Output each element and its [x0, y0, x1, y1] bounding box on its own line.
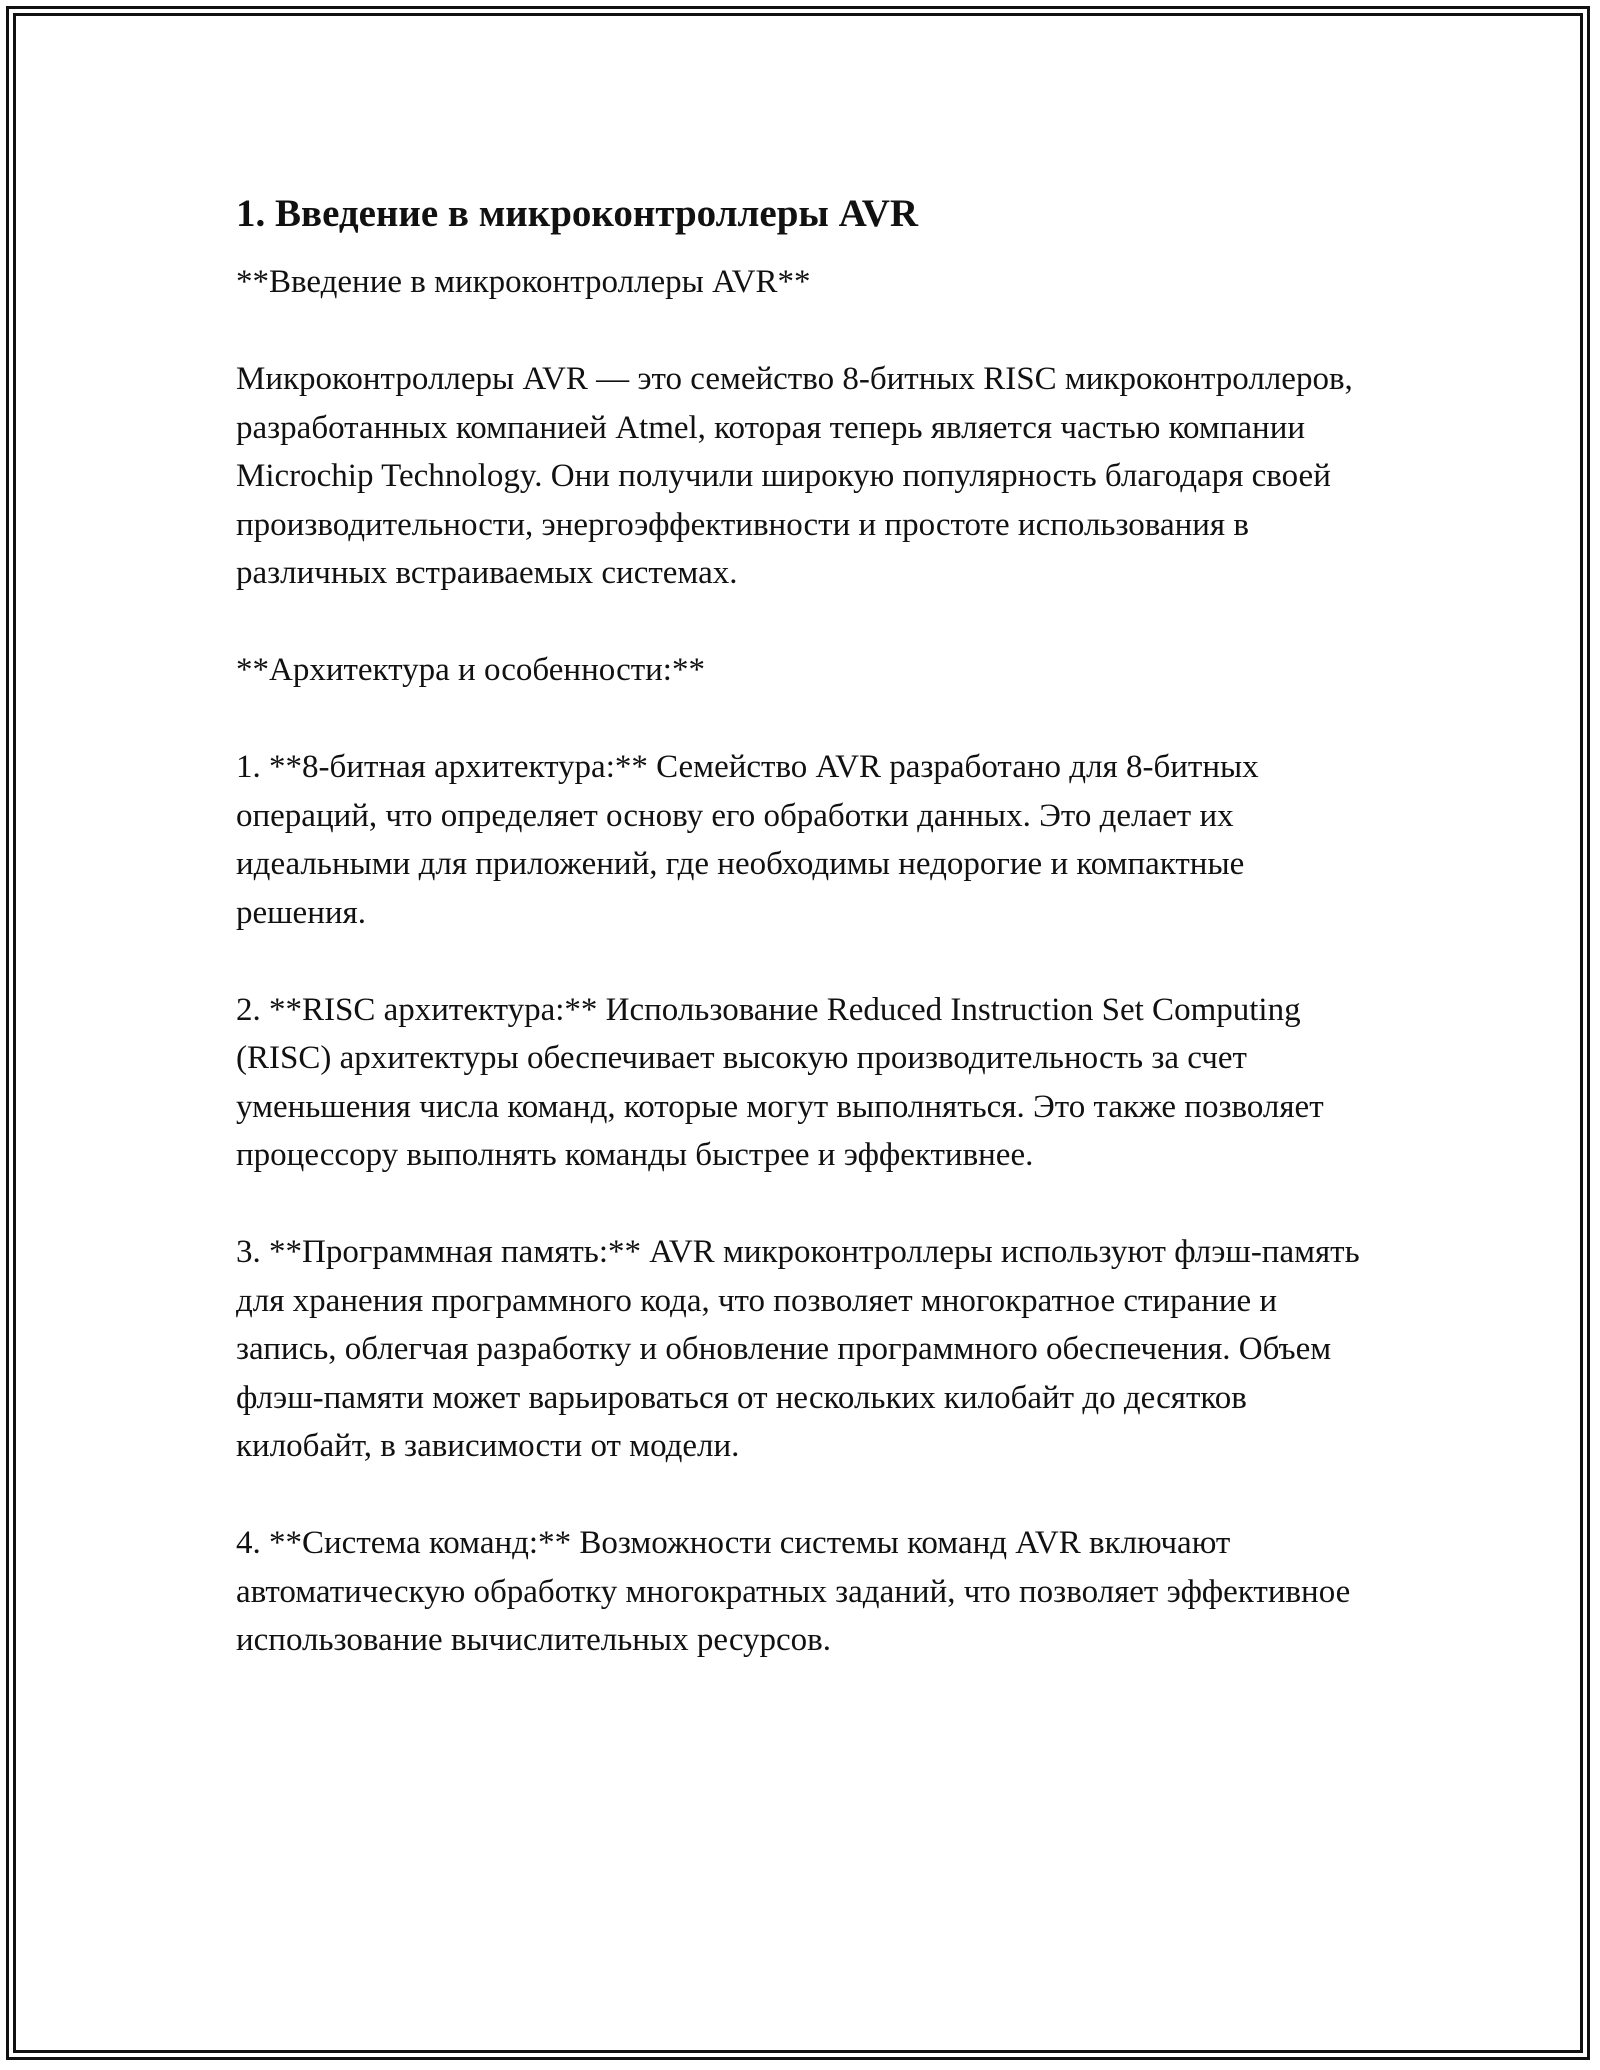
- intro-title-paragraph: **Введение в микроконтроллеры AVR**: [236, 264, 811, 300]
- section-heading: 1. Введение в микроконтроллеры AVR: [236, 192, 919, 235]
- architecture-title-paragraph: **Архитектура и особенности:**: [236, 652, 705, 688]
- list-item-risc: 2. **RISC архитектура:** Использование Reduced Instruction Set Computing (RISC) архитектуры обеспечивает высокую производительность за счет уменьшения числа команд, которые могут выполняться. Это также позволяет процессору выполнять команды быстрее и эффективнее.: [236, 991, 1324, 1173]
- list-item-program-memory: 3. **Программная память:** AVR микроконтроллеры используют флэш-память для хранения программного кода, что позволяет многократное стирание и запись, облегчая разработку и обновление программного обеспечения. Объем флэш-памяти может варьироваться от нескольких килобайт до десятков килобайт, в зависимости от модели.: [236, 1234, 1360, 1464]
- document-body: [236, 188, 1376, 1665]
- list-item-8bit: 1. **8-битная архитектура:** Семейство AVR разработано для 8-битных операций, что определяет основу его обработки данных. Это делает их идеальными для приложений, где необходимы недорогие и компактные решения.: [236, 749, 1259, 931]
- list-item-instruction-set: 4. **Система команд:** Возможности системы команд AVR включают автоматическую обработку многократных заданий, что позволяет эффективное использование вычислительных ресурсов.: [236, 1525, 1351, 1658]
- intro-paragraph: Микроконтроллеры AVR — это семейство 8-битных RISC микроконтроллеров, разработанных компанией Atmel, которая теперь является частью компании Microchip Technology. Они получили широкую популярность благодаря своей производительности, энергоэффективности и простоте использования в различных встраиваемых системах.: [236, 361, 1353, 591]
